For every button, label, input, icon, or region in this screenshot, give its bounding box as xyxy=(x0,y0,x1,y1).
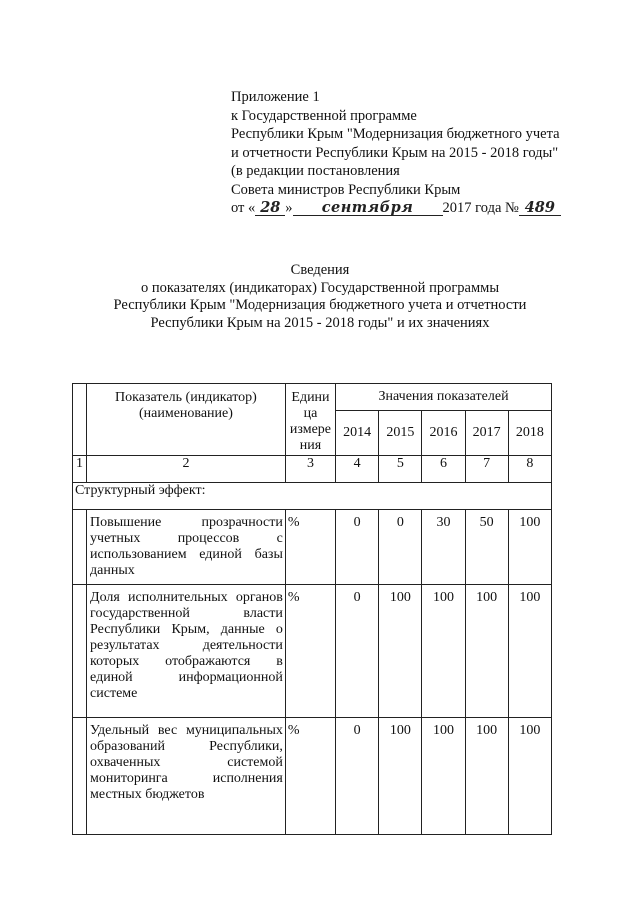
row-number-cell xyxy=(73,585,87,718)
header-number-cell xyxy=(73,384,87,456)
indicator-value: 0 xyxy=(379,510,422,585)
appendix-line: (в редакции постановления xyxy=(231,163,400,179)
handwritten-decree-number: 489 xyxy=(519,201,561,216)
column-index: 1 xyxy=(73,456,87,483)
heading-title: Сведения xyxy=(290,262,350,278)
header-year: 2014 xyxy=(336,411,379,456)
table-row xyxy=(73,718,552,835)
indicator-unit: % xyxy=(285,718,335,835)
appendix-line: Совета министров Республики Крым xyxy=(231,181,461,198)
date-year-text: 2017 года № xyxy=(442,200,519,216)
column-index: 3 xyxy=(285,456,335,483)
date-prefix: от « xyxy=(231,200,256,216)
column-index: 5 xyxy=(379,456,422,483)
section-row xyxy=(73,483,552,510)
table-row xyxy=(73,510,552,585)
row-number-cell xyxy=(73,718,87,835)
table-row xyxy=(73,585,552,718)
indicator-value: 100 xyxy=(422,585,465,718)
decree-date-line xyxy=(231,199,611,218)
handwritten-day: 28 xyxy=(255,201,285,216)
indicator-value: 100 xyxy=(379,718,422,835)
indicator-value: 100 xyxy=(508,585,551,718)
indicator-unit: % xyxy=(285,585,335,718)
indicator-name: Доля исполнительных органов государственной власти Республики Крым, данные о результатах деятельности которых отображаются в единой информационной системе xyxy=(87,585,286,718)
indicator-name: Удельный вес муниципальных образований Республики, охваченных системой мониторинга исполнения местных бюджетов xyxy=(87,718,286,835)
header-year: 2018 xyxy=(508,411,551,456)
appendix-line: к Государственной программе xyxy=(231,107,417,124)
indicator-value: 100 xyxy=(465,718,508,835)
indicator-value: 30 xyxy=(422,510,465,585)
indicators-table xyxy=(72,383,552,835)
column-index: 7 xyxy=(465,456,508,483)
header-values: Значения показателей xyxy=(336,384,552,411)
header-unit: Едини ца измере ния xyxy=(285,384,335,456)
header-year: 2016 xyxy=(422,411,465,456)
appendix-block xyxy=(231,88,611,218)
header-year: 2017 xyxy=(465,411,508,456)
indicator-value: 100 xyxy=(508,510,551,585)
indicator-unit: % xyxy=(285,510,335,585)
indicator-value: 50 xyxy=(465,510,508,585)
heading-line: Республики Крым "Модернизация бюджетного учета и отчетности xyxy=(113,297,527,313)
column-index: 4 xyxy=(336,456,379,483)
indicator-value: 0 xyxy=(336,585,379,718)
header-indicator: Показатель (индикатор) (наименование) xyxy=(87,384,286,456)
indicator-value: 0 xyxy=(336,510,379,585)
column-index-row xyxy=(73,456,552,483)
column-index: 8 xyxy=(508,456,551,483)
indicator-value: 100 xyxy=(465,585,508,718)
indicator-value: 0 xyxy=(336,718,379,835)
indicator-value: 100 xyxy=(379,585,422,718)
appendix-line: Приложение 1 xyxy=(231,89,320,105)
heading-line: о показателях (индикаторах) Государственной программы xyxy=(140,279,500,296)
document-heading xyxy=(0,262,640,332)
appendix-line: Республики Крым "Модернизация бюджетного учета xyxy=(231,126,560,142)
section-title: Структурный эффект: xyxy=(73,483,552,510)
handwritten-month: сентября xyxy=(293,201,443,216)
indicator-value: 100 xyxy=(508,718,551,835)
heading-line: Республики Крым на 2015 - 2018 годы" и их значениях xyxy=(150,314,490,331)
indicator-value: 100 xyxy=(422,718,465,835)
column-index: 6 xyxy=(422,456,465,483)
date-mid: » xyxy=(285,200,293,216)
appendix-line: и отчетности Республики Крым на 2015 - 2018 годы" xyxy=(231,144,559,161)
header-year: 2015 xyxy=(379,411,422,456)
table-header-row xyxy=(73,384,552,411)
indicator-name: Повышение прозрачности учетных процессов с использованием единой базы данных xyxy=(87,510,286,585)
column-index: 2 xyxy=(87,456,286,483)
row-number-cell xyxy=(73,510,87,585)
